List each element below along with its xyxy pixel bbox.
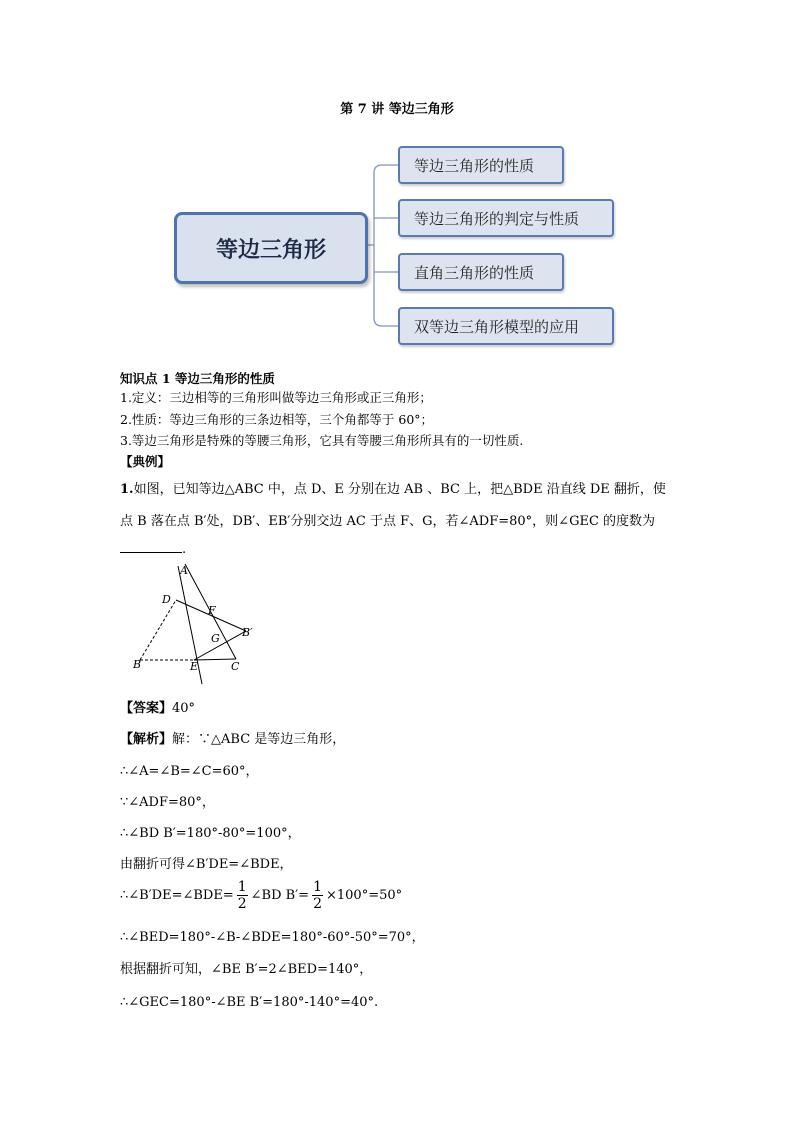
example-label: 【典例】 bbox=[120, 454, 171, 469]
mindmap-branch-double-equilateral: 双等边三角形模型的应用 bbox=[398, 307, 614, 345]
fraction-one-half: $\frac{1}{2}$ bbox=[237, 879, 247, 912]
analysis-line-1: 【解析】解：∵△ABC 是等边三角形， bbox=[120, 732, 346, 747]
answer-blank bbox=[120, 540, 182, 553]
label-a: A bbox=[180, 564, 188, 577]
analysis-line-7: ∴∠BED=180°-∠B-∠BDE=180°-60°-50°=70°， bbox=[120, 930, 425, 945]
mindmap-branch-criteria: 等边三角形的判定与性质 bbox=[398, 199, 614, 237]
answer-label: 【答案】 bbox=[120, 701, 173, 716]
analysis-line-4: ∴∠BD B′=180°-80°=100°， bbox=[120, 826, 301, 841]
mindmap-branch-right-triangle: 直角三角形的性质 bbox=[398, 253, 564, 291]
label-b-prime: B′ bbox=[242, 626, 253, 639]
analysis-line-3: ∵∠ADF=80°， bbox=[120, 795, 215, 810]
segment-eb-prime bbox=[194, 631, 246, 660]
analysis-line-2: ∴∠A=∠B=∠C=60°， bbox=[120, 764, 259, 779]
label-b: B bbox=[133, 658, 142, 671]
segment-ec bbox=[194, 659, 236, 660]
problem-line-1: 1.如图，已知等边△ABC 中，点 D、E 分别在边 AB 、BC 上，把△BDE 沿直线 DE 翻折，使 bbox=[120, 482, 666, 497]
label-c: C bbox=[231, 660, 240, 673]
mindmap-connectors bbox=[0, 0, 794, 360]
problem-line-2: 点 B 落在点 B′处，DB′、EB′分别交边 AC 于点 F、G，若∠ADF=80°，则∠GEC 的度数为 bbox=[120, 514, 656, 529]
label-g: G bbox=[211, 632, 220, 645]
answer-line bbox=[120, 697, 195, 716]
triangle-figure bbox=[130, 560, 260, 688]
property-line: 2.性质：等边三角形的三条边相等，三个角都等于 60°； bbox=[120, 412, 434, 427]
problem-line-3: . bbox=[120, 540, 186, 557]
section-heading: 知识点 1 等边三角形的性质 bbox=[120, 371, 275, 386]
mindmap-branch-properties: 等边三角形的性质 bbox=[398, 146, 564, 184]
dashed-bd bbox=[140, 600, 176, 660]
page-title: 第 7 讲 等边三角形 bbox=[340, 102, 454, 117]
problem-number: 1. bbox=[120, 482, 134, 497]
label-d: D bbox=[162, 593, 171, 606]
answer-value: 40° bbox=[172, 701, 196, 716]
isosceles-line: 3.等边三角形是特殊的等腰三角形，它具有等腰三角形所具有的一切性质. bbox=[120, 433, 524, 448]
analysis-line-6: ∴∠B′DE=∠BDE= $\frac{1}{2}$ ∠BD B′= $\frac{1}{2}$ ×100°=50° bbox=[120, 879, 403, 912]
analysis-line-5: 由翻折可得∠B′DE=∠BDE， bbox=[120, 857, 293, 872]
analysis-label: 【解析】 bbox=[120, 732, 173, 747]
fraction-one-half-2: $\frac{1}{2}$ bbox=[313, 879, 322, 912]
analysis-line-9: ∴∠GEC=180°-∠BE B′=180°-140°=40°. bbox=[120, 995, 379, 1010]
analysis-line-8: 根据翻折可知，∠BE B′=2∠BED=140°， bbox=[120, 962, 373, 977]
mindmap-center-node: 等边三角形 bbox=[174, 212, 368, 284]
definition-line: 1.定义：三边相等的三角形叫做等边三角形或正三角形； bbox=[120, 390, 432, 405]
label-e: E bbox=[190, 660, 199, 673]
label-f: F bbox=[208, 604, 216, 617]
